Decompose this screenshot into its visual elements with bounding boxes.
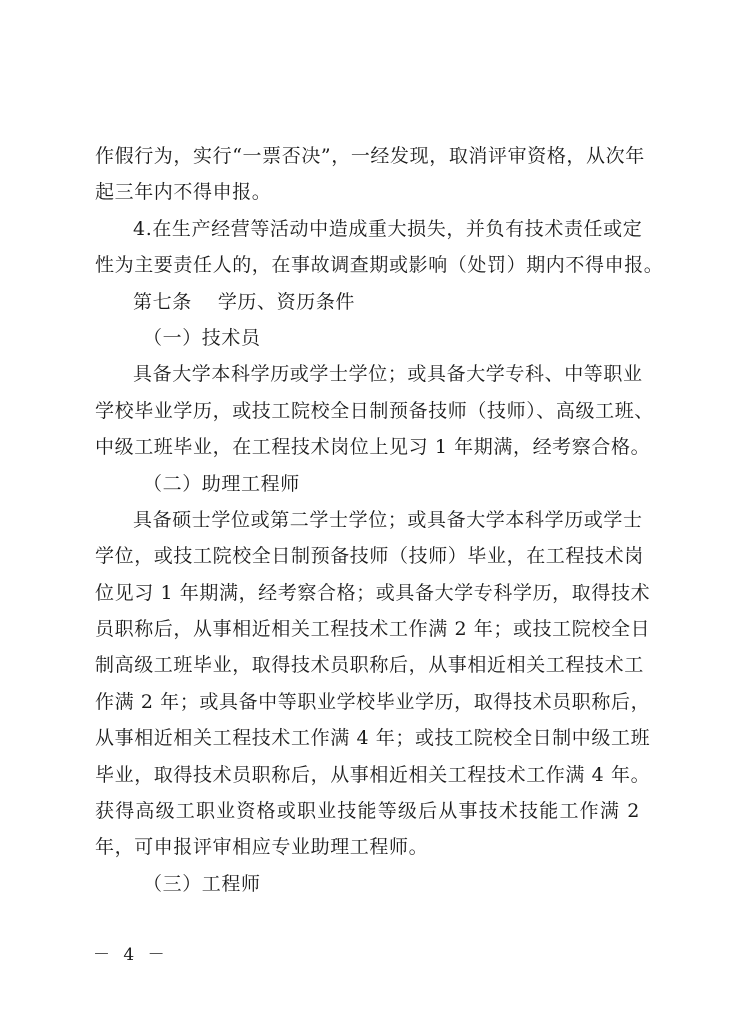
article-number: 第七条: [133, 290, 192, 313]
paragraph-line: 位见习 1 年期满，经考察合格；或具备大学专科学历，取得技术: [95, 581, 651, 604]
paragraph-line: 员职称后，从事相近相关工程技术工作满 2 年；或技工院校全日: [95, 618, 651, 641]
paragraph-line: 年，可申报评审相应专业助理工程师。: [95, 836, 429, 859]
paragraph-line: 具备硕士学位或第二学士学位；或具备大学本科学历或学士: [133, 508, 643, 531]
paragraph-line: 获得高级工职业资格或职业技能等级后从事技术技能工作满 2: [95, 800, 640, 823]
paragraph-line: 具备大学本科学历或学士学位；或具备大学专科、中等职业: [133, 363, 643, 386]
section-heading: [95, 284, 640, 320]
subsection-heading: （三）工程师: [143, 872, 261, 895]
paragraph-line: 毕业，取得技术员职称后，从事相近相关工程技术工作满 4 年。: [95, 763, 651, 786]
paragraph-line: 制高级工班毕业，取得技术员职称后，从事相近相关工程技术工: [95, 654, 644, 677]
paragraph-line: 从事相近相关工程技术工作满 4 年；或技工院校全日制中级工班: [95, 727, 651, 750]
paragraph-line: 学位，或技工院校全日制预备技师（技师）毕业，在工程技术岗: [95, 545, 644, 568]
page-number: － 4 －: [93, 945, 169, 965]
paragraph-line: 中级工班毕业，在工程技术岗位上见习 1 年期满，经考察合格。: [95, 436, 651, 459]
document-body: [95, 138, 664, 902]
paragraph-line: 起三年内不得申报。: [95, 181, 272, 204]
paragraph-line: 作满 2 年；或具备中等职业学校毕业学历，取得技术员职称后，: [95, 690, 651, 713]
paragraph-line: 作假行为，实行“一票否决”，一经发现，取消评审资格，从次年: [95, 145, 645, 167]
subsection-heading: （一）技术员: [143, 326, 261, 349]
article-title: 学历、资历条件: [217, 290, 356, 313]
paragraph-line: 学校毕业学历，或技工院校全日制预备技师（技师）、高级工班、: [95, 399, 654, 422]
subsection-heading: （二）助理工程师: [143, 472, 300, 495]
paragraph-line: 性为主要责任人的，在事故调查期或影响（处罚）期内不得申报。: [95, 254, 664, 277]
paragraph-line: 4.在生产经营等活动中造成重大损失，并负有技术责任或定: [133, 217, 643, 240]
